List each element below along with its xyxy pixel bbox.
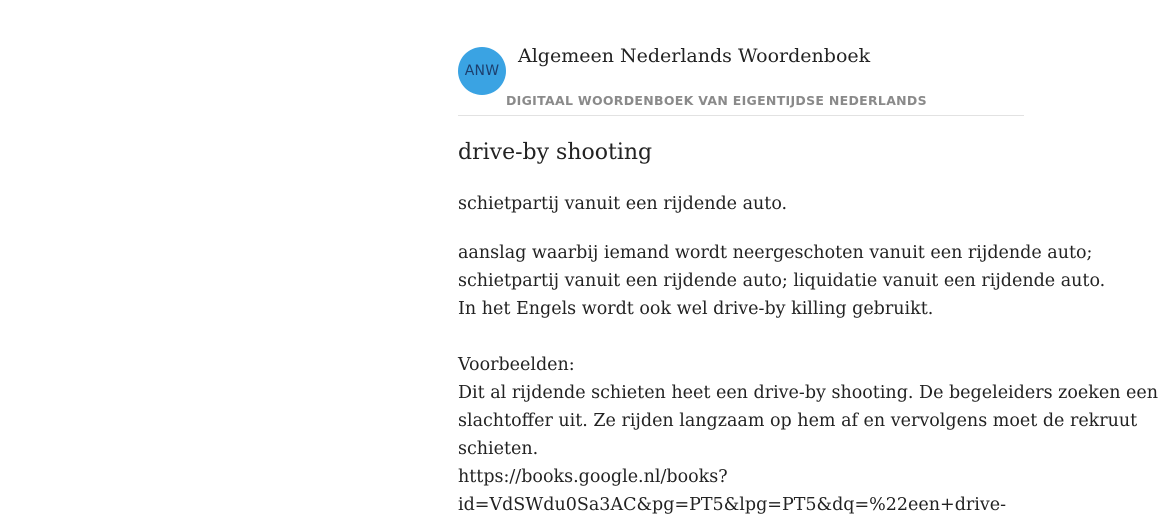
example-line: slachtoffer uit. Ze rijden langzaam op hem af en vervolgens moet de rekruut [458, 411, 1138, 431]
dictionary-entry-panel [458, 0, 1158, 515]
example-line: Dit al rijdende schieten heet een drive-by shooting. De begeleiders zoeken een [458, 383, 1158, 403]
spacer [458, 323, 1078, 351]
definition-line: In het Engels wordt ook wel drive-by killing gebruikt. [458, 299, 934, 319]
example-source-link[interactable]: id=VdSWdu0Sa3AC&pg=PT5&lpg=PT5&dq=%22een+drive- [458, 495, 1007, 515]
header-divider [458, 115, 1024, 116]
examples-heading: Voorbeelden: [458, 355, 575, 375]
site-title[interactable]: Algemeen Nederlands Woordenboek [518, 45, 871, 67]
example-source-link[interactable]: https://books.google.nl/books? [458, 467, 728, 487]
example-line: schieten. [458, 439, 539, 459]
entry-headword: drive-by shooting [458, 140, 653, 165]
anw-logo[interactable] [458, 47, 506, 95]
short-definition: schietpartij vanuit een rijdende auto. [458, 194, 788, 214]
logo-text: ANW [464, 63, 500, 79]
definition-line: aanslag waarbij iemand wordt neergeschoten vanuit een rijdende auto; [458, 243, 1093, 263]
entry-body [458, 239, 1158, 519]
site-subtitle: DIGITAAL WOORDENBOEK VAN EIGENTIJDSE NEDERLANDS [506, 93, 927, 108]
definition-line: schietpartij vanuit een rijdende auto; liquidatie vanuit een rijdende auto. [458, 271, 1106, 291]
